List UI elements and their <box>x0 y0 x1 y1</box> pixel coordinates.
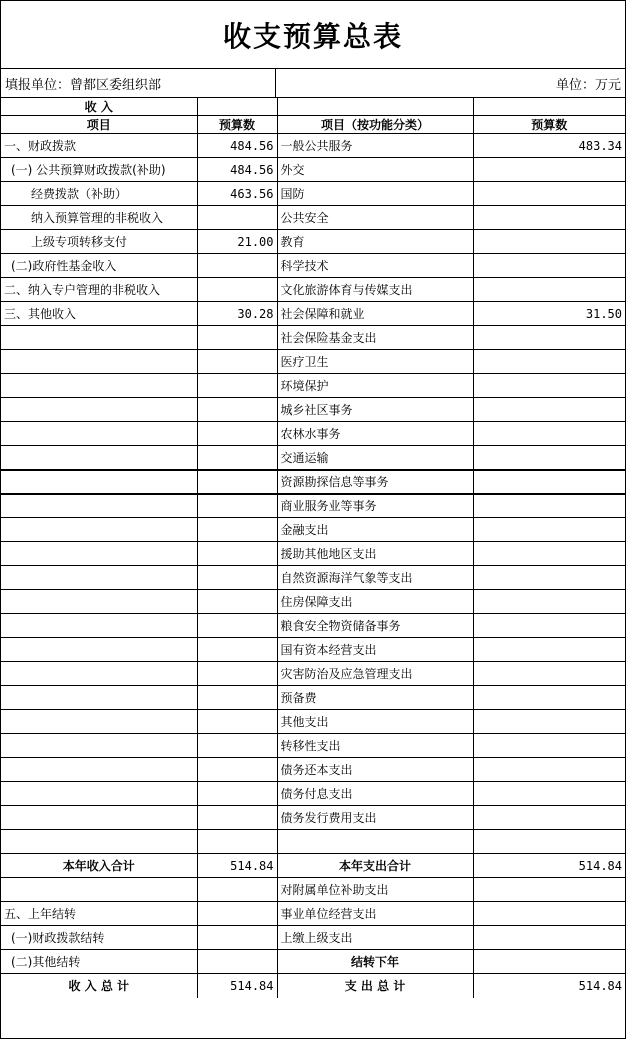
table-row <box>1 710 625 734</box>
income-item <box>1 518 197 542</box>
expense-budget <box>473 878 625 902</box>
grand-income-total-value: 514.84 <box>197 974 277 998</box>
income-item <box>1 830 197 854</box>
expense-item: 社会保险基金支出 <box>277 326 473 350</box>
blank-cell <box>197 98 277 116</box>
expense-budget <box>473 710 625 734</box>
expense-budget <box>473 350 625 374</box>
grand-expense-total-label: 支 出 总 计 <box>277 974 473 998</box>
year-income-total-value: 514.84 <box>197 854 277 878</box>
expense-item: 事业单位经营支出 <box>277 902 473 926</box>
income-budget <box>197 686 277 710</box>
expense-item: 灾害防治及应急管理支出 <box>277 662 473 686</box>
table-row <box>1 638 625 662</box>
income-budget <box>197 350 277 374</box>
income-item <box>1 422 197 446</box>
expense-item: 外交 <box>277 158 473 182</box>
income-budget <box>197 758 277 782</box>
income-budget <box>197 398 277 422</box>
income-item <box>1 758 197 782</box>
income-item: 一、财政拨款 <box>1 134 197 158</box>
table-row <box>1 302 625 326</box>
income-item <box>1 446 197 470</box>
table-row <box>1 206 625 230</box>
income-item: (一)财政拨款结转 <box>1 926 197 950</box>
income-budget <box>197 470 277 494</box>
page-title: 收支预算总表 <box>1 1 625 69</box>
expense-item: 资源勘探信息等事务 <box>277 470 473 494</box>
expense-item: 科学技术 <box>277 254 473 278</box>
income-item: 二、纳入专户管理的非税收入 <box>1 278 197 302</box>
year-expense-total-value: 514.84 <box>473 854 625 878</box>
expense-item: 预备费 <box>277 686 473 710</box>
expense-item: 债务发行费用支出 <box>277 806 473 830</box>
table-row <box>1 158 625 182</box>
table-row <box>1 926 625 950</box>
income-item <box>1 638 197 662</box>
income-item <box>1 326 197 350</box>
expense-item: 援助其他地区支出 <box>277 542 473 566</box>
table-row <box>1 782 625 806</box>
income-budget <box>197 278 277 302</box>
expense-item: 农林水事务 <box>277 422 473 446</box>
expense-budget <box>473 254 625 278</box>
col-header-budget: 预算数 <box>197 116 277 134</box>
table-row <box>1 614 625 638</box>
unit-label: 单位：万元 <box>555 77 621 93</box>
income-budget <box>197 446 277 470</box>
income-item <box>1 734 197 758</box>
expense-item: 环境保护 <box>277 374 473 398</box>
table-row <box>1 902 625 926</box>
income-group-header: 收 入 <box>1 98 197 116</box>
expense-budget <box>473 830 625 854</box>
expense-item: 结转下年 <box>277 950 473 974</box>
income-budget <box>197 710 277 734</box>
expense-item: 自然资源海洋气象等支出 <box>277 566 473 590</box>
expense-item: 社会保障和就业 <box>277 302 473 326</box>
table-row <box>1 350 625 374</box>
grand-expense-total-value: 514.84 <box>473 974 625 998</box>
income-budget: 21.00 <box>197 230 277 254</box>
table-row <box>1 518 625 542</box>
income-budget <box>197 374 277 398</box>
income-item <box>1 806 197 830</box>
income-item: (二)其他结转 <box>1 950 197 974</box>
table-row <box>1 230 625 254</box>
income-budget: 484.56 <box>197 134 277 158</box>
table-row <box>1 830 625 854</box>
income-budget <box>197 950 277 974</box>
table-row <box>1 758 625 782</box>
blank-cell <box>473 98 625 116</box>
income-item: 三、其他收入 <box>1 302 197 326</box>
expense-budget <box>473 182 625 206</box>
income-item <box>1 710 197 734</box>
income-item <box>1 350 197 374</box>
table-row <box>1 542 625 566</box>
expense-item: 国防 <box>277 182 473 206</box>
income-item: 上级专项转移支付 <box>1 230 197 254</box>
grand-total-row <box>1 974 625 998</box>
income-item <box>1 542 197 566</box>
income-item <box>1 374 197 398</box>
income-budget <box>197 782 277 806</box>
expense-item: 一般公共服务 <box>277 134 473 158</box>
expense-budget <box>473 686 625 710</box>
income-item <box>1 494 197 518</box>
income-item: (二)政府性基金收入 <box>1 254 197 278</box>
expense-item: 金融支出 <box>277 518 473 542</box>
expense-budget <box>473 638 625 662</box>
table-row <box>1 326 625 350</box>
income-item <box>1 470 197 494</box>
income-item: 经费拨款（补助） <box>1 182 197 206</box>
budget-table <box>1 98 625 998</box>
expense-budget: 31.50 <box>473 302 625 326</box>
expense-item: 商业服务业等事务 <box>277 494 473 518</box>
income-budget <box>197 662 277 686</box>
income-budget <box>197 614 277 638</box>
income-budget <box>197 422 277 446</box>
income-budget <box>197 206 277 230</box>
income-budget <box>197 926 277 950</box>
expense-item: 对附属单位补助支出 <box>277 878 473 902</box>
income-item <box>1 782 197 806</box>
col-header-budget2: 预算数 <box>473 116 625 134</box>
expense-item: 文化旅游体育与传媒支出 <box>277 278 473 302</box>
income-item <box>1 614 197 638</box>
income-item: (一) 公共预算财政拨款(补助) <box>1 158 197 182</box>
expense-budget <box>473 662 625 686</box>
income-budget <box>197 518 277 542</box>
expense-budget <box>473 446 625 470</box>
expense-budget <box>473 422 625 446</box>
expense-budget <box>473 326 625 350</box>
income-budget <box>197 830 277 854</box>
expense-item: 医疗卫生 <box>277 350 473 374</box>
expense-budget <box>473 758 625 782</box>
expense-budget <box>473 470 625 494</box>
expense-item: 粮食安全物资储备事务 <box>277 614 473 638</box>
expense-item: 交通运输 <box>277 446 473 470</box>
income-budget <box>197 734 277 758</box>
expense-budget <box>473 230 625 254</box>
expense-budget <box>473 518 625 542</box>
expense-item: 债务还本支出 <box>277 758 473 782</box>
income-item <box>1 686 197 710</box>
expense-budget <box>473 926 625 950</box>
expense-budget <box>473 566 625 590</box>
table-row <box>1 950 625 974</box>
expense-budget <box>473 206 625 230</box>
table-row <box>1 470 625 494</box>
expense-item: 转移性支出 <box>277 734 473 758</box>
group-header-row <box>1 98 625 116</box>
table-row <box>1 422 625 446</box>
income-budget <box>197 566 277 590</box>
table-row <box>1 806 625 830</box>
table-row <box>1 590 625 614</box>
income-budget <box>197 590 277 614</box>
expense-item <box>277 830 473 854</box>
expense-budget <box>473 278 625 302</box>
income-budget: 30.28 <box>197 302 277 326</box>
income-budget <box>197 806 277 830</box>
reporting-unit: 填报单位：曾都区委组织部 <box>1 69 276 97</box>
expense-budget <box>473 494 625 518</box>
table-row <box>1 374 625 398</box>
table-row <box>1 254 625 278</box>
income-budget <box>197 494 277 518</box>
expense-budget <box>473 614 625 638</box>
grand-income-total-label: 收 入 总 计 <box>1 974 197 998</box>
expense-budget <box>473 590 625 614</box>
table-row <box>1 278 625 302</box>
expense-budget <box>473 782 625 806</box>
income-item <box>1 590 197 614</box>
income-item <box>1 662 197 686</box>
table-row <box>1 494 625 518</box>
income-item <box>1 566 197 590</box>
income-budget: 463.56 <box>197 182 277 206</box>
expense-item: 债务付息支出 <box>277 782 473 806</box>
table-row <box>1 662 625 686</box>
expense-item: 城乡社区事务 <box>277 398 473 422</box>
col-header-item-func: 项目（按功能分类） <box>277 116 473 134</box>
income-budget <box>197 638 277 662</box>
income-budget: 484.56 <box>197 158 277 182</box>
expense-budget <box>473 902 625 926</box>
expense-item: 公共安全 <box>277 206 473 230</box>
table-row <box>1 398 625 422</box>
income-item <box>1 398 197 422</box>
expense-budget <box>473 542 625 566</box>
expense-budget <box>473 374 625 398</box>
year-total-row <box>1 854 625 878</box>
income-budget <box>197 902 277 926</box>
year-expense-total-label: 本年支出合计 <box>277 854 473 878</box>
income-budget <box>197 542 277 566</box>
year-income-total-label: 本年收入合计 <box>1 854 197 878</box>
table-row <box>1 134 625 158</box>
expense-budget <box>473 734 625 758</box>
table-row <box>1 686 625 710</box>
table-row <box>1 878 625 902</box>
income-item <box>1 878 197 902</box>
blank-cell <box>277 98 473 116</box>
expense-budget <box>473 950 625 974</box>
col-header-item: 项目 <box>1 116 197 134</box>
expense-item: 其他支出 <box>277 710 473 734</box>
expense-item: 国有资本经营支出 <box>277 638 473 662</box>
income-budget <box>197 326 277 350</box>
column-header-row <box>1 116 625 134</box>
expense-item: 教育 <box>277 230 473 254</box>
expense-budget: 483.34 <box>473 134 625 158</box>
expense-budget <box>473 158 625 182</box>
table-row <box>1 446 625 470</box>
meta-row <box>1 69 625 98</box>
income-item: 纳入预算管理的非税收入 <box>1 206 197 230</box>
table-row <box>1 734 625 758</box>
expense-item: 上缴上级支出 <box>277 926 473 950</box>
table-row <box>1 182 625 206</box>
expense-budget <box>473 806 625 830</box>
income-item: 五、上年结转 <box>1 902 197 926</box>
table-row <box>1 566 625 590</box>
income-budget <box>197 254 277 278</box>
income-budget <box>197 878 277 902</box>
expense-budget <box>473 398 625 422</box>
expense-item: 住房保障支出 <box>277 590 473 614</box>
